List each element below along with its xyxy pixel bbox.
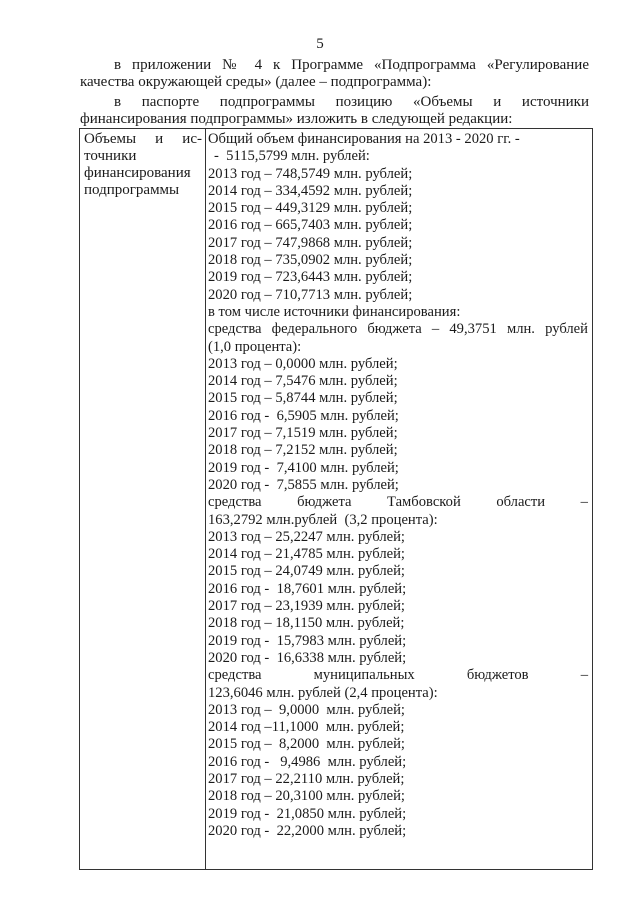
municipal-year-row: 2016 год - 9,4986 млн. рублей;	[208, 753, 407, 770]
total-year-row: 2014 год – 334,4592 млн. рублей;	[208, 182, 413, 199]
total-heading: Общий объем финансирования на 2013 - 2020 гг. -	[208, 131, 520, 147]
municipal-year-row: 2018 год – 20,3100 млн. рублей;	[208, 788, 405, 805]
regional-year-row: 2013 год – 25,2247 млн. рублей;	[208, 528, 405, 545]
federal-heading-word: млн.	[506, 321, 535, 338]
municipal-heading-word: средства	[208, 667, 262, 684]
federal-year-row: 2019 год - 7,4100 млн. рублей;	[208, 459, 399, 476]
page-number: 5	[316, 36, 324, 52]
regional-budget-heading	[208, 494, 588, 511]
column-divider	[205, 129, 206, 869]
position-label-line-1	[84, 131, 202, 148]
municipal-year-row: 2017 год – 22,2110 млн. рублей;	[208, 770, 405, 787]
regional-year-row: 2016 год - 18,7601 млн. рублей;	[208, 580, 407, 597]
regional-year-row: 2015 год – 24,0749 млн. рублей;	[208, 563, 405, 580]
municipal-year-row: 2014 год –11,1000 млн. рублей;	[208, 719, 405, 736]
total-year-row: 2019 год – 723,6443 млн. рублей;	[208, 269, 413, 286]
regional-heading-word: –	[580, 494, 588, 511]
municipal-heading-word: муниципальных	[313, 667, 415, 684]
regional-heading-word: средства	[208, 494, 262, 511]
regional-years-list	[208, 529, 588, 667]
regional-year-row: 2020 год - 16,6338 млн. рублей;	[208, 649, 407, 666]
regional-heading-word: бюджета	[297, 494, 352, 511]
position-label-cell	[84, 131, 202, 199]
position-label-word-1: Объемы	[84, 131, 137, 147]
federal-year-row: 2020 год - 7,5855 млн. рублей;	[208, 476, 399, 493]
federal-year-row: 2015 год – 5,8744 млн. рублей;	[208, 390, 398, 407]
municipal-heading-word: –	[580, 667, 588, 684]
municipal-year-row: 2015 год – 8,2000 млн. рублей;	[208, 736, 405, 753]
federal-heading-word: рублей	[545, 321, 588, 338]
intro-paragraph-1	[80, 57, 589, 91]
intro-paragraph-2-text: в паспорте подпрограммы позицию «Объемы и источники финансирования подпрограммы» изложить в следующей редакции:	[80, 94, 589, 127]
intro-paragraph-2	[80, 94, 589, 128]
federal-year-row: 2013 год – 0,0000 млн. рублей;	[208, 355, 398, 372]
federal-year-row: 2016 год - 6,5905 млн. рублей;	[208, 407, 399, 424]
financing-details-cell	[208, 131, 588, 840]
regional-heading-word: области	[496, 494, 546, 511]
municipal-heading-word: бюджетов	[466, 667, 529, 684]
regional-year-row: 2018 год – 18,1150 млн. рублей;	[208, 615, 405, 632]
total-amount: - 5115,5799 млн. рублей:	[214, 148, 370, 165]
total-year-row: 2013 год – 748,5749 млн. рублей;	[208, 165, 413, 182]
federal-budget-share: (1,0 процента):	[208, 338, 302, 355]
total-year-row: 2017 год – 747,9868 млн. рублей;	[208, 234, 413, 251]
total-year-row: 2015 год – 449,3129 млн. рублей;	[208, 200, 413, 217]
federal-years-list	[208, 356, 588, 494]
federal-heading-word: –	[431, 321, 440, 338]
regional-year-row: 2014 год – 21,4785 млн. рублей;	[208, 546, 405, 563]
regional-heading-word: Тамбовской	[387, 494, 461, 511]
municipal-budget-share: 123,6046 млн. рублей (2,4 процента):	[208, 684, 438, 701]
municipal-budget-heading	[208, 667, 588, 684]
position-label-word-3: ис-	[182, 131, 202, 147]
position-label-line-3: финансирования	[84, 165, 191, 181]
municipal-year-row: 2019 год - 21,0850 млн. рублей;	[208, 805, 407, 822]
financing-table	[79, 128, 593, 870]
total-years-list	[208, 166, 588, 304]
federal-heading-word: средства	[208, 321, 262, 338]
intro-paragraph-1-text: в приложении № 4 к Программе «Подпрограмма «Регулирование качества окружающей среды» (далее – подпрограмма):	[80, 57, 589, 90]
federal-year-row: 2018 год – 7,2152 млн. рублей;	[208, 442, 398, 459]
municipal-years-list	[208, 702, 588, 840]
regional-year-row: 2017 год – 23,1939 млн. рублей;	[208, 598, 405, 615]
position-label-line-4: подпрограммы	[84, 182, 180, 198]
position-label-line-2: точники	[84, 148, 137, 164]
federal-heading-word: федерального	[271, 321, 358, 338]
municipal-year-row: 2013 год – 9,0000 млн. рублей;	[208, 701, 405, 718]
total-year-row: 2016 год – 665,7403 млн. рублей;	[208, 217, 413, 234]
regional-year-row: 2019 год - 15,7983 млн. рублей;	[208, 632, 407, 649]
sources-heading: в том числе источники финансирования:	[208, 303, 461, 320]
regional-budget-share: 163,2792 млн.рублей (3,2 процента):	[208, 511, 438, 528]
federal-budget-heading	[208, 321, 588, 338]
federal-heading-word: бюджета	[367, 321, 422, 338]
federal-heading-word: 49,3751	[449, 321, 497, 338]
federal-year-row: 2017 год – 7,1519 млн. рублей;	[208, 425, 398, 442]
total-year-row: 2020 год – 710,7713 млн. рублей;	[208, 286, 413, 303]
municipal-year-row: 2020 год - 22,2000 млн. рублей;	[208, 822, 407, 839]
total-year-row: 2018 год – 735,0902 млн. рублей;	[208, 252, 413, 269]
federal-year-row: 2014 год – 7,5476 млн. рублей;	[208, 373, 398, 390]
position-label-word-2: и	[155, 131, 164, 147]
